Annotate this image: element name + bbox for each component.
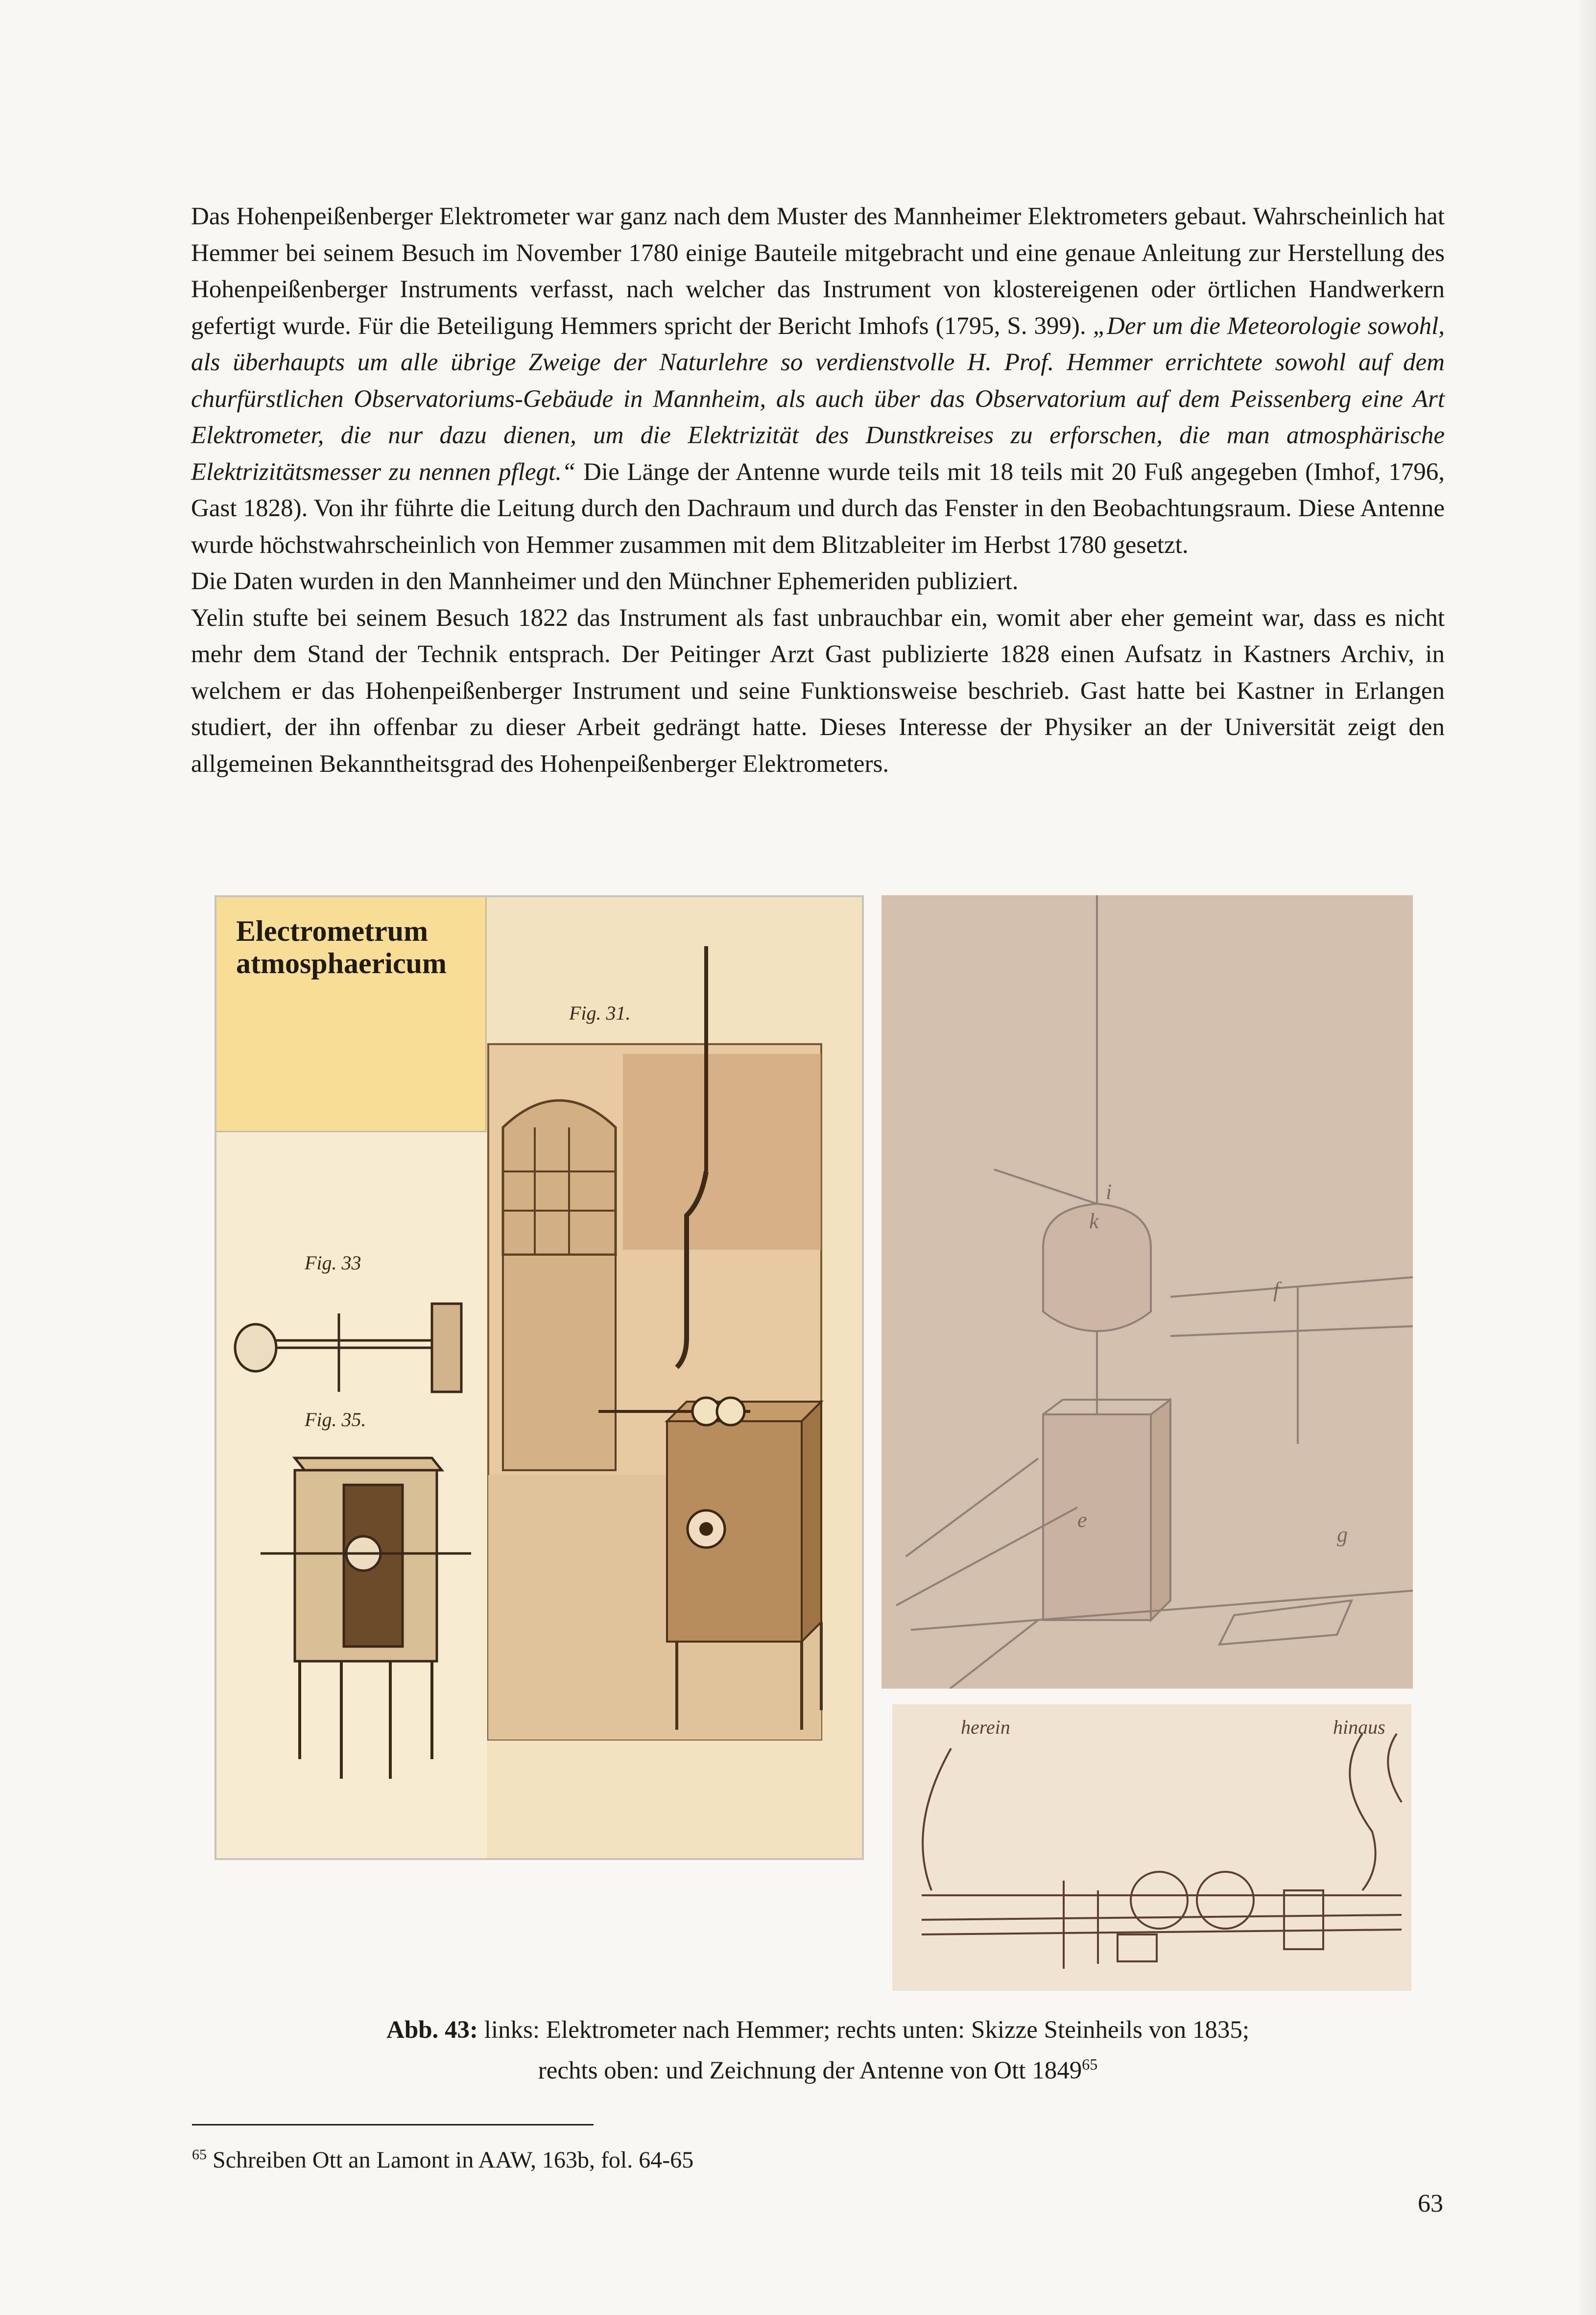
- caption-text-2: rechts oben: und Zeichnung der Antenne von Ott 1849: [538, 2057, 1082, 2084]
- antenna-sketch: [881, 895, 1413, 1689]
- svg-text:i: i: [1106, 1180, 1112, 1204]
- footnote-text: Schreiben Ott an Lamont in AAW, 163b, fol. 64-65: [207, 2147, 694, 2173]
- svg-text:g: g: [1337, 1523, 1348, 1547]
- figure-title-line-2: atmosphaericum: [236, 947, 447, 979]
- svg-text:hinaus: hinaus: [1333, 1716, 1385, 1738]
- footnote-divider: [192, 2124, 594, 2125]
- figure-caption: [191, 2013, 1445, 2088]
- paragraph-1: [191, 198, 1445, 563]
- steinheil-sketch-drawing: [892, 1704, 1411, 1991]
- paragraph-2: Die Daten wurden in den Mannheimer und den Münchner Ephemeriden publiziert.: [191, 568, 1019, 595]
- footnote-number: 65: [192, 2147, 207, 2163]
- figure-title-line-1: Electrometrum: [236, 915, 429, 947]
- paragraph-3: Yelin stufte bei seinem Besuch 1822 das Instrument als fast unbrauchbar ein, womit aber eher gemeint war, dass es nicht mehr dem Stand der Technik entsprach. Der Peitinger Arzt Gast publizierte 1828 einen Aufsatz in Kastners Archiv, in welchem er das Hohenpeißenberger Instrument und seine Funktionsweise beschrieb. Gast hatte bei Kastner in Erlangen studiert, der ihn offenbar zu dieser Arbeit gedrängt hatte. Dieses Interesse der Physiker an der Universität zeigt den allgemeinen Bekanntheitsgrad des Hohenpeißenberger Elektrometers.: [191, 604, 1445, 778]
- paragraph-1-rest: Die Länge der Antenne wurde teils mit 18 teils mit 20 Fuß angegeben (Imhof, 1796, Gast 1828). Von ihr führte die Leitung durch den Dachraum und durch das Fenster in den Beobachtungsraum. Diese Antenne wurde höchstwahrscheinlich von Hemmer zusammen mit dem Blitzableiter im Herbst 1780 gesetzt.: [191, 458, 1445, 559]
- body-text: [191, 198, 1445, 782]
- svg-text:herein: herein: [961, 1716, 1010, 1738]
- svg-text:Fig. 31.: Fig. 31.: [569, 1002, 631, 1024]
- imhof-quote: „Der um die Meteorologie sowohl, als überhaupts um alle übrige Zweige der Naturlehre so verdienstvolle H. Prof. Hemmer errichtete sowohl auf dem churfürstlichen Observatoriums-Gebäude in Mannheim, als auch über das Observatorium auf dem Peissenberg eine Art Elektrometer, die nur dazu dienen, um die Elektrizität des Dunstkreises zu erforschen, die man atmosphärische Elektrizitätsmesser zu nennen pflegt.“: [191, 312, 1445, 486]
- figure-steinheil-sketch: [892, 1704, 1411, 1991]
- caption-line-2: [191, 2047, 1445, 2088]
- page-number: 63: [1418, 2190, 1443, 2218]
- figure-title-label: [216, 897, 487, 1132]
- svg-text:k: k: [1089, 1209, 1099, 1233]
- caption-text-1: links: Elektrometer nach Hemmer; rechts unten: Skizze Steinheils von 1835;: [478, 2016, 1249, 2044]
- caption-line-1: [191, 2013, 1445, 2047]
- figure-electrometer-engraving: [214, 895, 864, 1860]
- svg-text:f: f: [1273, 1278, 1280, 1302]
- page-edge-shadow: [1575, 0, 1596, 2315]
- svg-text:Fig. 33: Fig. 33: [305, 1252, 361, 1274]
- svg-text:Fig. 35.: Fig. 35.: [305, 1408, 366, 1431]
- caption-footnote-ref: 65: [1082, 2055, 1098, 2073]
- paragraph-1-intro: Das Hohenpeißenberger Elektrometer war ganz nach dem Muster des Mannheimer Elektrometers gebaut. Wahrscheinlich hat Hemmer bei seinem Besuch im November 1780 einige Bauteile mitgebracht und eine genaue Anleitung zur Herstellung des Hohenpeißenberger Instruments verfasst, nach welcher das Instrument von klostereigenen oder örtlichen Handwerkern gefertigt wurde. Für die Beteiligung Hemmers spricht der Bericht Imhofs (1795, S. 399).: [191, 203, 1445, 340]
- caption-label: Abb. 43:: [386, 2016, 478, 2044]
- svg-text:e: e: [1077, 1508, 1087, 1532]
- figure-antenna-drawing-ott: [881, 895, 1413, 1689]
- footnote: [192, 2140, 693, 2175]
